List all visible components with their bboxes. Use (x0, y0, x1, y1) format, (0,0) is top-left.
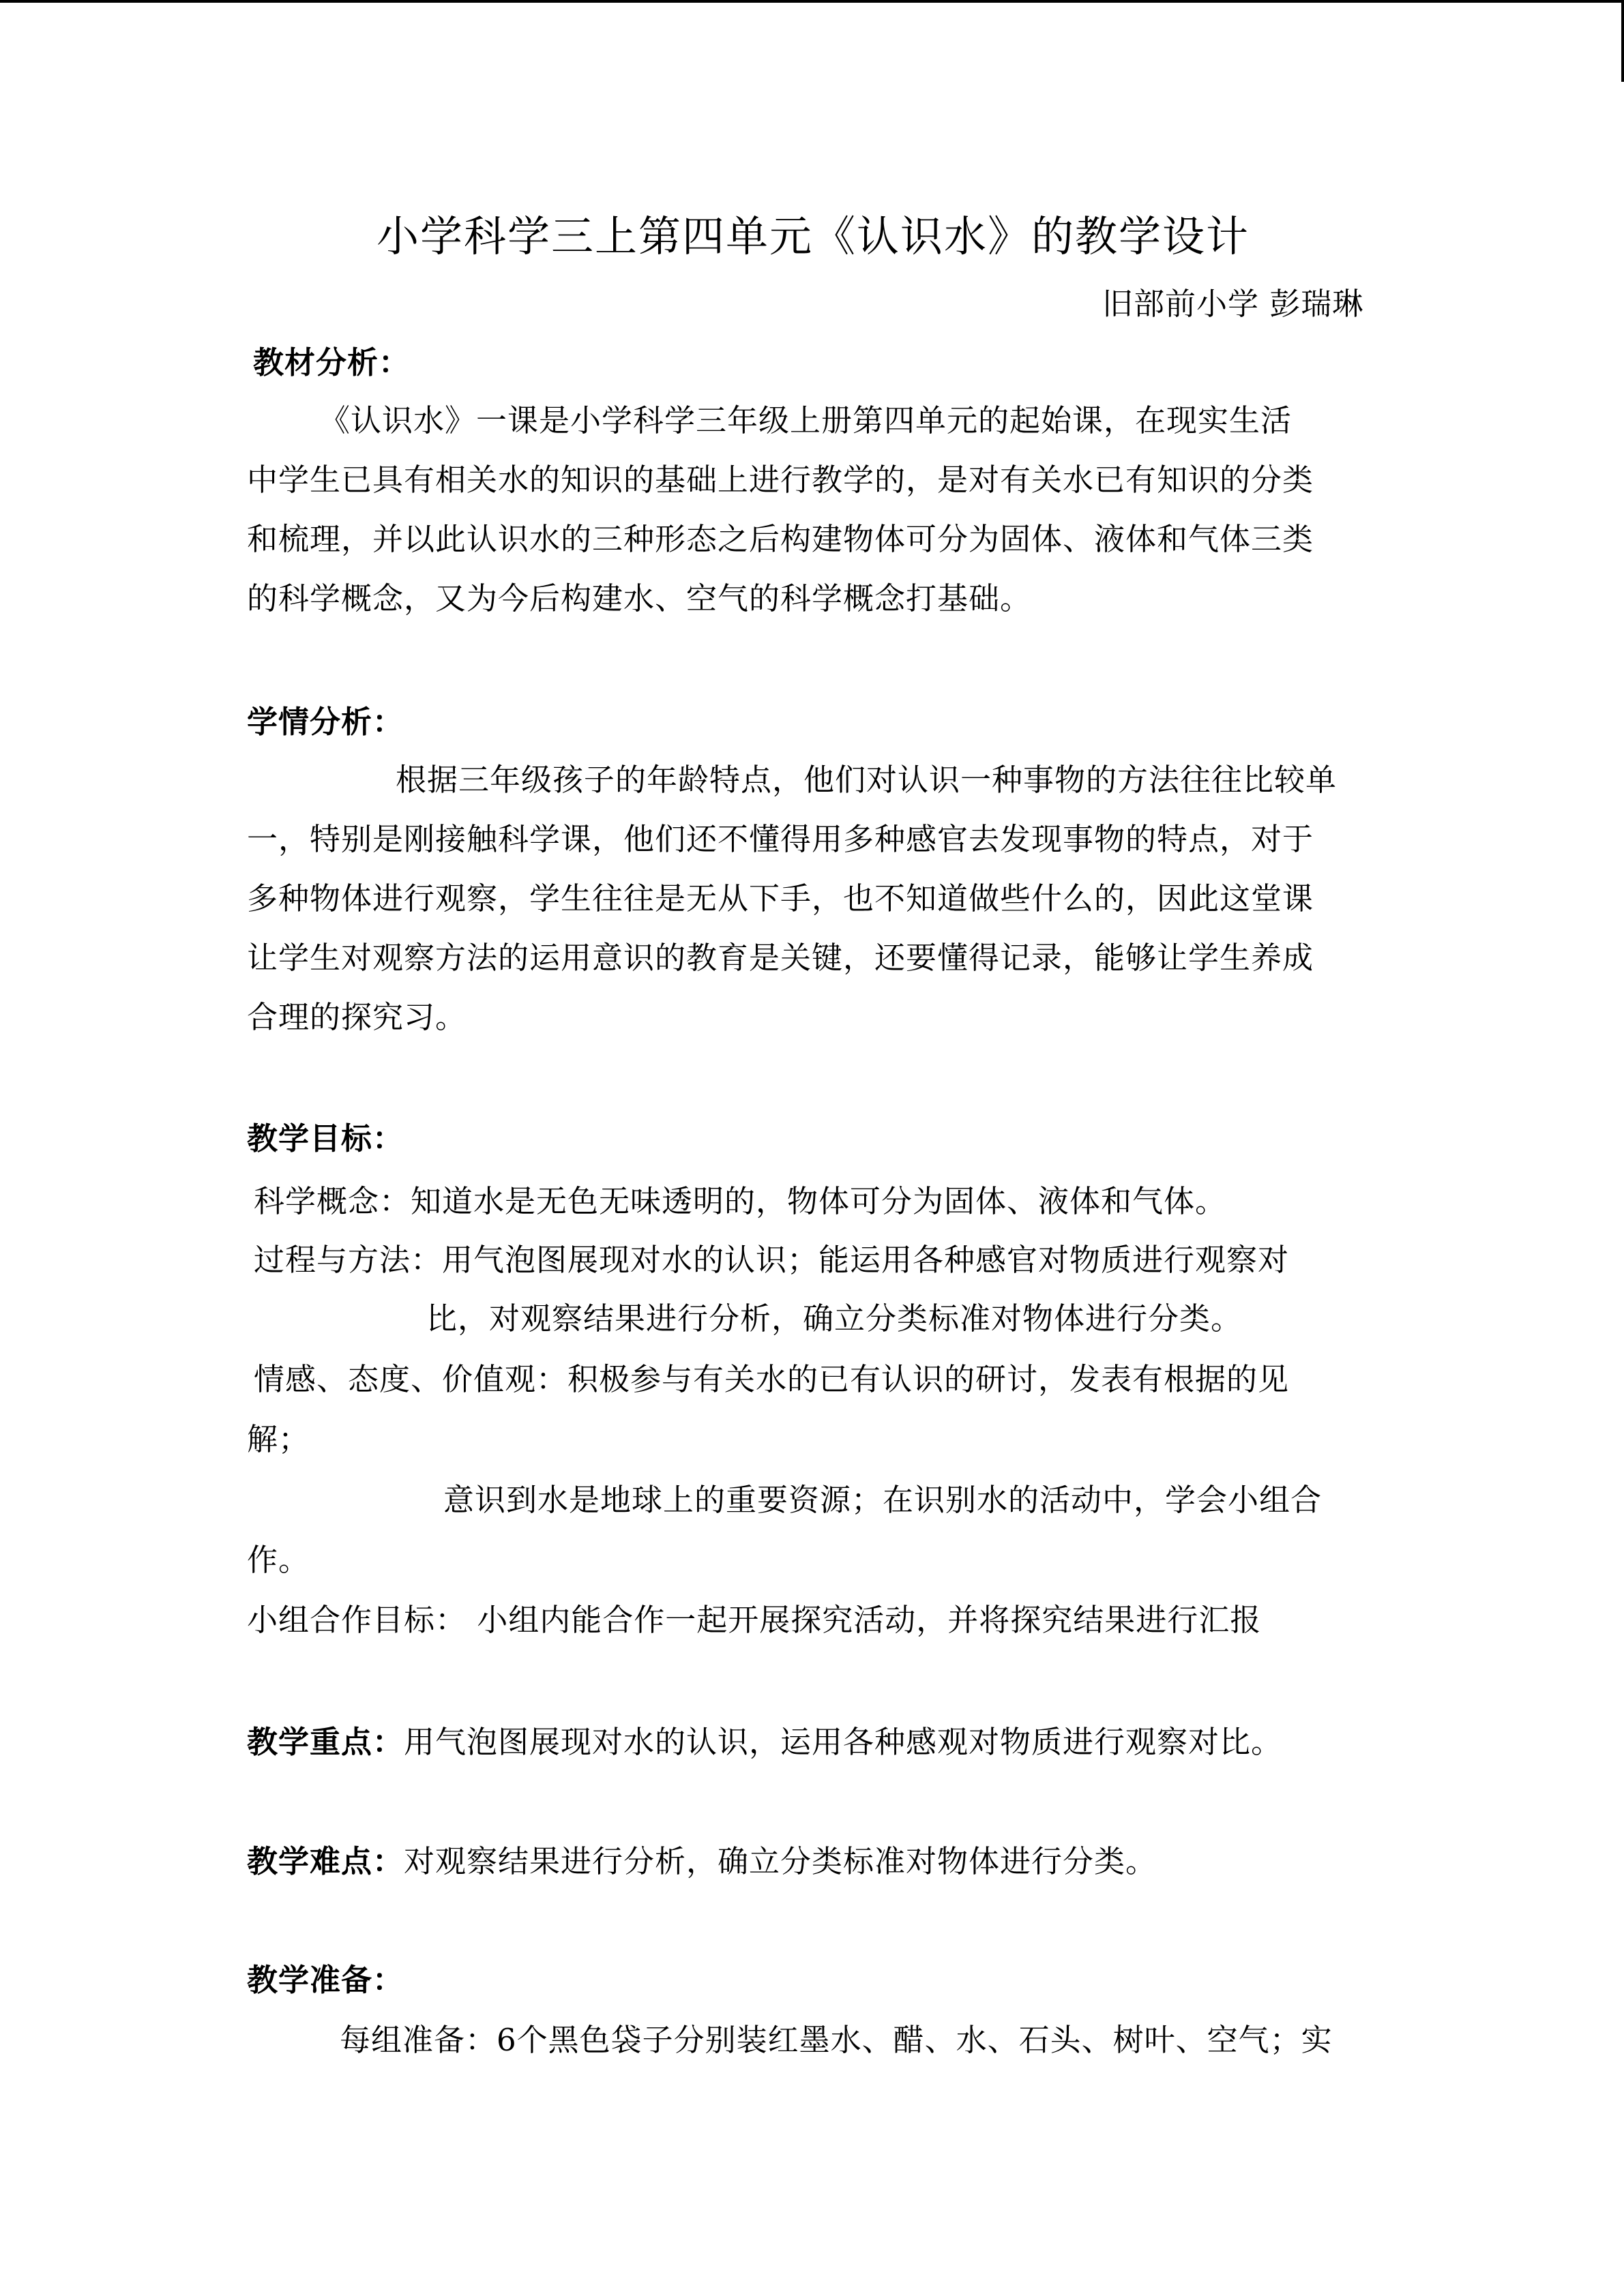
goals-line-5: 解； (247, 1421, 310, 1457)
key-point-text: 用气泡图展现对水的认识，运用各种感观对物质进行观察对比。 (404, 1724, 1283, 1760)
students-line-2: 一，特别是刚接触科学课，他们还不懂得用多种感官去发现事物的特点，对于 (247, 821, 1314, 857)
material-line-2: 中学生已具有相关水的知识的基础上进行教学的，是对有关水已有知识的分类 (247, 462, 1314, 498)
goals-line-6: 意识到水是地球上的重要资源；在识别水的活动中，学会小组合 (443, 1482, 1323, 1518)
students-line-3: 多种物体进行观察，学生往往是无从下手，也不知道做些什么的，因此这堂课 (247, 880, 1314, 916)
material-line-4: 的科学概念，又为今后构建水、空气的科学概念打基础。 (247, 580, 1032, 616)
students-line-5: 合理的探究习。 (247, 999, 467, 1035)
material-line-3: 和梳理，并以此认识水的三种形态之后构建物体可分为固体、液体和气体三类 (247, 521, 1314, 557)
key-point-label: 教学重点： (247, 1724, 404, 1760)
material-heading: 教材分析： (253, 344, 411, 381)
goals-line-8: 小组合作目标： 小组内能合作一起开展探究活动，并将探究结果进行汇报 (247, 1602, 1262, 1638)
author-line: 旧部前小学 彭瑞琳 (1102, 286, 1364, 322)
page-title: 小学科学三上第四单元《认识水》的教学设计 (377, 211, 1250, 261)
goals-heading: 教学目标： (247, 1120, 404, 1157)
key-point-line (247, 1722, 1282, 1763)
page-top-border (0, 0, 1624, 3)
students-heading: 学情分析： (247, 704, 404, 740)
students-line-1: 根据三年级孩子的年龄特点，他们对认识一种事物的方法往往比较单 (396, 762, 1338, 798)
goals-line-4: 情感、态度、价值观：积极参与有关水的已有认识的研讨，发表有根据的见 (254, 1361, 1290, 1397)
prep-heading: 教学准备： (247, 1962, 404, 1998)
prep-line-1: 每组准备：6个黑色袋子分别装红墨水、醋、水、石头、树叶、空气；实 (340, 2022, 1333, 2058)
difficulty-text: 对观察结果进行分析，确立分类标准对物体进行分类。 (404, 1843, 1157, 1879)
students-line-4: 让学生对观察方法的运用意识的教育是关键，还要懂得记录，能够让学生养成 (247, 940, 1314, 976)
goals-line-3: 比，对观察结果进行分析，确立分类标准对物体进行分类。 (426, 1300, 1243, 1337)
goals-line-7: 作。 (247, 1542, 310, 1578)
page-right-border (1621, 0, 1624, 82)
difficulty-line (247, 1841, 1157, 1882)
material-line-1: 《认识水》一课是小学科学三年级上册第四单元的起始课，在现实生活 (319, 402, 1293, 438)
goals-line-1: 科学概念：知道水是无色无味透明的，物体可分为固体、液体和气体。 (254, 1183, 1227, 1219)
goals-line-2: 过程与方法：用气泡图展现对水的认识；能运用各种感官对物质进行观察对 (254, 1242, 1290, 1278)
difficulty-label: 教学难点： (247, 1843, 404, 1879)
